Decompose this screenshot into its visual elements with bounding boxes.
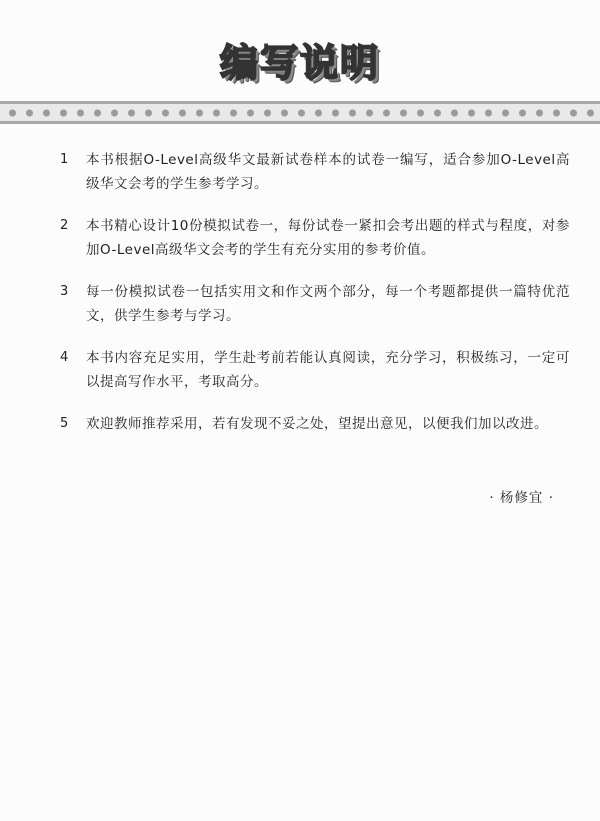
item-text: 欢迎教师推荐采用，若有发现不妥之处，望提出意见，以便我们加以改进。 <box>86 416 548 432</box>
list-item <box>60 280 570 328</box>
list-item <box>60 346 570 394</box>
list-item <box>60 412 570 436</box>
item-number: 5 <box>60 416 69 431</box>
banner-dots <box>0 109 600 117</box>
title-wrapper <box>0 41 600 85</box>
list-item <box>60 148 570 196</box>
item-text: 本书内容充足实用，学生赴考前若能认真阅读，充分学习，积极练习，一定可以提高写作水平，考取高分。 <box>86 350 570 390</box>
instruction-list <box>60 148 570 454</box>
item-number: 3 <box>60 284 69 299</box>
banner-bottom-bar <box>0 121 600 124</box>
decorative-banner <box>0 101 600 125</box>
list-item <box>60 214 570 262</box>
page-title: 编写说明 <box>219 41 380 85</box>
item-text: 每一份模拟试卷一包括实用文和作文两个部分，每一个考题都提供一篇特优范文，供学生参考与学习。 <box>86 284 570 324</box>
item-number: 4 <box>60 350 69 365</box>
item-number: 1 <box>60 152 69 167</box>
author-signature: · 杨修宜 · <box>489 490 554 506</box>
item-text: 本书精心设计10份模拟试卷一，每份试卷一紧扣会考出题的样式与程度，对参加O-Level高级华文会考的学生有充分实用的参考价值。 <box>86 218 570 258</box>
item-text: 本书根据O-Level高级华文最新试卷样本的试卷一编写，适合参加O-Level高级华文会考的学生参考学习。 <box>86 152 570 192</box>
item-number: 2 <box>60 218 69 233</box>
